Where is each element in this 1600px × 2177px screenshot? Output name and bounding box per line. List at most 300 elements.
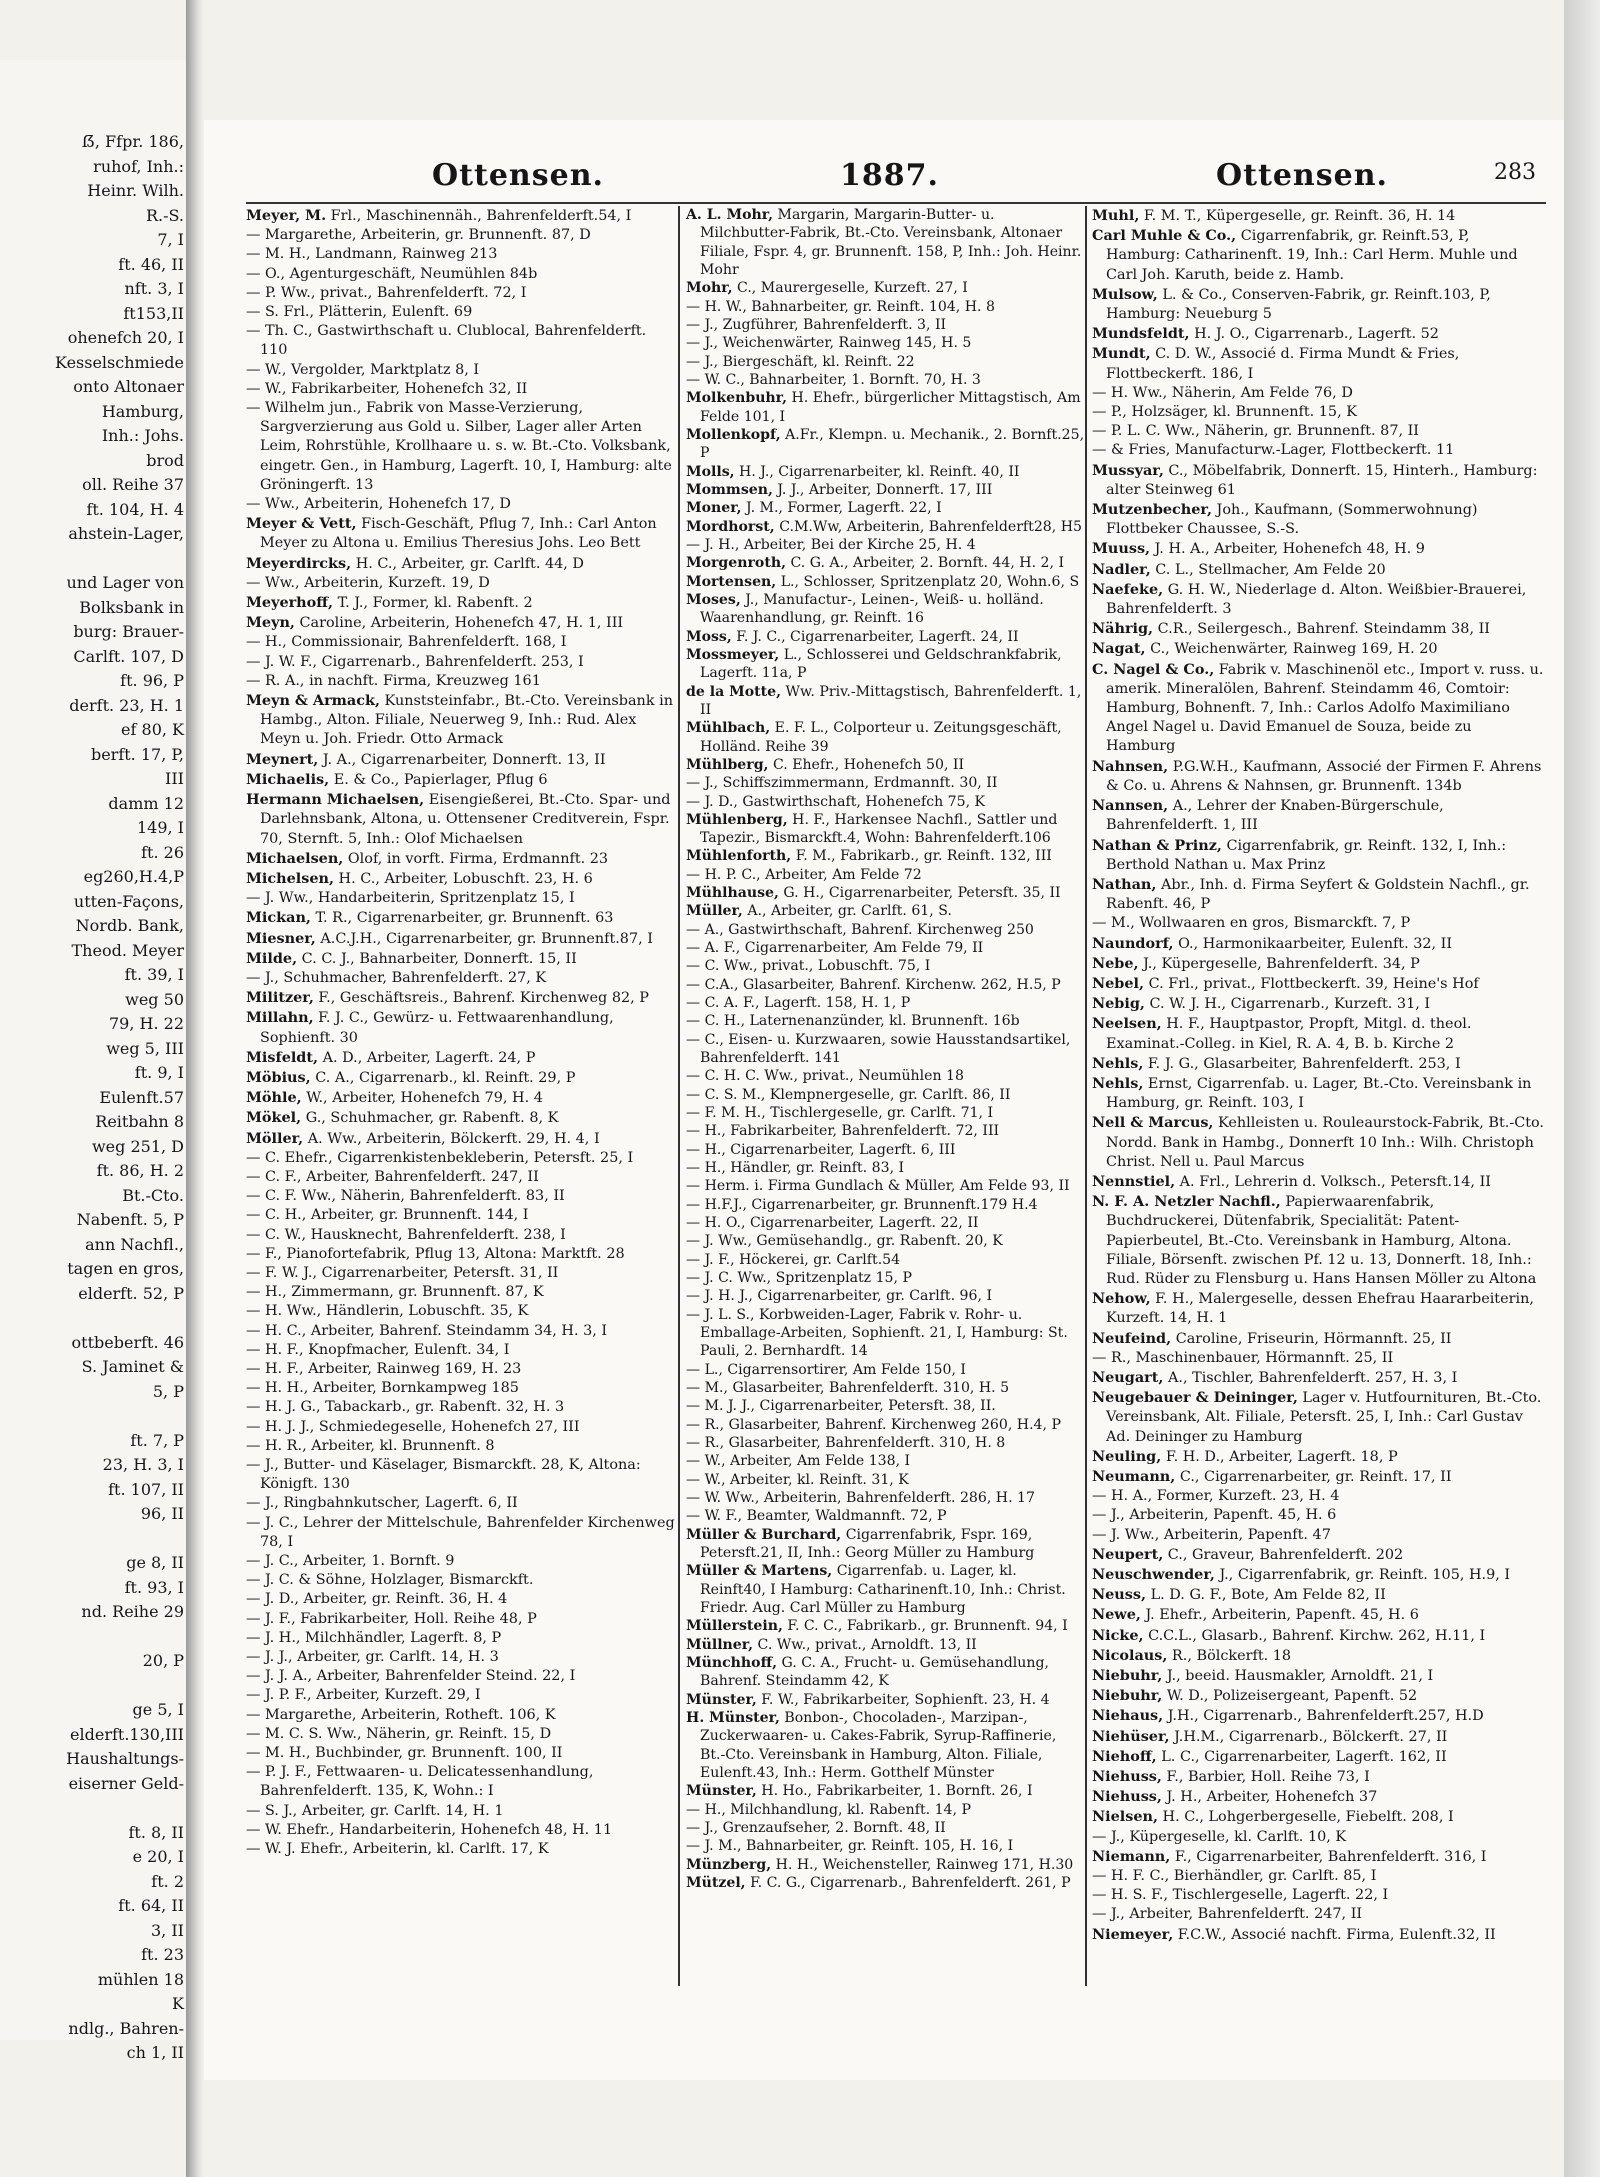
entry-name: Meyerhoff,	[246, 594, 334, 612]
left-page-line: onto Altonaer	[73, 377, 184, 396]
entry-text: — J. P. F., Arbeiter, Kurzeft. 29, I	[246, 1687, 481, 1704]
entry-text: F. J. G., Glasarbeiter, Bahrenfelderft. 253, I	[1143, 1055, 1461, 1072]
directory-entry	[246, 1418, 676, 1437]
entry-text: — J. L. S., Korbweiden-Lager, Fabrik v. Rohr- u. Emballage-Arbeiten, Sophienft. 21, I, Hamburg: St. Pauli, 2. Bernhardft. 14	[686, 1306, 1068, 1360]
entry-text: J., beeid. Hausmakler, Arnoldft. 21, I	[1162, 1668, 1434, 1685]
entry-text: T. R., Cigarrenarbeiter, gr. Brunnenft. 63	[310, 910, 614, 927]
entry-name: Hermann Michaelsen,	[246, 791, 425, 809]
directory-entry	[686, 1397, 1086, 1415]
left-page-line: tagen en gros,	[67, 1259, 184, 1278]
entry-name: Mützel,	[686, 1874, 746, 1891]
directory-entry	[1092, 1807, 1544, 1827]
entry-name: Militzer,	[246, 989, 314, 1007]
directory-entry	[686, 518, 1086, 536]
entry-text: Olof, in vorft. Firma, Erdmannft. 23	[343, 850, 609, 867]
left-page-line: ft. 26	[141, 842, 184, 862]
directory-entry	[1092, 1054, 1544, 1074]
directory-entry	[686, 793, 1086, 811]
directory-entry	[1092, 1925, 1544, 1945]
directory-entry	[686, 389, 1086, 426]
directory-entry	[1092, 1847, 1544, 1867]
directory-entry	[246, 1763, 676, 1801]
entry-name: Nadler,	[1092, 560, 1151, 578]
entry-name: Nährig,	[1092, 620, 1154, 638]
directory-entry	[686, 1801, 1086, 1819]
entry-text: J. H. A., Arbeiter, Hohenefch 48, H. 9	[1150, 541, 1425, 558]
directory-entry	[686, 756, 1086, 774]
directory-entry	[1092, 1686, 1544, 1706]
entry-name: Moner,	[686, 500, 742, 517]
header-rule	[246, 202, 1546, 204]
directory-entry	[686, 811, 1086, 848]
entry-name: Möller,	[246, 1129, 304, 1147]
left-page-fragment	[0, 60, 189, 2062]
entry-text: — W., Vergolder, Marktplatz 8, I	[246, 361, 480, 378]
left-page-line: damm 12	[108, 793, 184, 813]
entry-text: C., Graveur, Bahrenfelderft. 202	[1163, 1546, 1404, 1563]
directory-entry	[686, 1122, 1086, 1140]
directory-entry	[1092, 500, 1544, 539]
left-page-line: mühlen 18	[97, 1969, 184, 1989]
directory-entry	[686, 1287, 1086, 1305]
entry-text: — O., Agenturgeschäft, Neumühlen 84b	[246, 265, 538, 282]
directory-entry	[1092, 1828, 1544, 1847]
left-page-line: weg 251, D	[91, 1136, 184, 1156]
directory-entry	[686, 866, 1086, 884]
directory-entry	[1092, 1626, 1544, 1646]
left-page-line: ft153,II	[123, 303, 184, 323]
directory-entry	[246, 1725, 676, 1744]
entry-text: C. C. J., Bahnarbeiter, Donnerft. 15, II	[297, 950, 577, 967]
directory-entry	[246, 1590, 676, 1609]
directory-entry	[1092, 1646, 1544, 1666]
entry-name: Niehaus,	[1092, 1707, 1164, 1725]
left-page-line: ft. 93, I	[124, 1577, 184, 1597]
entry-text: — J. D., Gastwirthschaft, Hohenefch 75, K	[686, 793, 986, 810]
directory-entry	[246, 653, 676, 672]
entry-text: J. Ehefr., Arbeiterin, Papenft. 45, H. 6	[1140, 1607, 1419, 1624]
directory-entry	[686, 481, 1086, 499]
entry-text: J. H., Arbeiter, Hohenefch 37	[1161, 1789, 1378, 1806]
entry-name: Meyerdircks,	[246, 554, 352, 572]
directory-entry	[686, 1416, 1086, 1434]
directory-entry	[246, 1552, 676, 1571]
directory-entry	[686, 1379, 1086, 1397]
directory-entry	[246, 1840, 676, 1859]
left-page-line: ann Nachfl.,	[85, 1234, 184, 1254]
entry-text: H. H., Weichensteller, Rainweg 171, H.30	[771, 1856, 1074, 1873]
entry-text: — J. F., Höckerei, gr. Carlft.54	[686, 1251, 901, 1268]
directory-entry	[686, 1434, 1086, 1452]
entry-name: Meyer & Vett,	[246, 515, 357, 533]
directory-entry	[246, 672, 676, 691]
directory-entry	[686, 1251, 1086, 1269]
directory-entry	[246, 869, 676, 889]
entry-text: — J. F., Fabrikarbeiter, Holl. Reihe 48, P	[246, 1610, 537, 1627]
directory-entry	[686, 591, 1086, 628]
directory-entry	[246, 1088, 676, 1108]
directory-entry	[246, 265, 676, 284]
entry-text: H. J., Cigarrenarbeiter, kl. Reinft. 40, II	[734, 463, 1020, 480]
directory-entry	[246, 593, 676, 613]
entry-text: G. H. W., Niederlage d. Alton. Weißbier-Brauerei, Bahrenfelderft. 3	[1106, 581, 1527, 618]
entry-name: Michaelis,	[246, 770, 330, 788]
entry-text: J. A., Cigarrenarbeiter, Donnerft. 13, II	[318, 751, 606, 768]
left-page-line: ruhof, Inh.:	[93, 156, 184, 176]
entry-text: Ernst, Cigarrenfab. u. Lager, Bt.-Cto. Vereinsbank in Hamburg, gr. Reinft. 103, I	[1106, 1075, 1532, 1112]
entry-text: — H. R., Arbeiter, kl. Brunnenft. 8	[246, 1437, 495, 1454]
entry-text: C. Ehefr., Hohenefch 50, II	[768, 756, 965, 773]
directory-entry	[1092, 1506, 1544, 1525]
left-page-line: Carlft. 107, D	[73, 646, 184, 666]
directory-entry	[1092, 934, 1544, 954]
entry-text: — C. S. M., Klempnergeselle, gr. Carlft. 86, II	[686, 1086, 1011, 1103]
directory-entry	[246, 1168, 676, 1187]
entry-text: H. J. O., Cigarrenarb., Lagerft. 52	[1189, 326, 1439, 343]
directory-entry	[686, 1837, 1086, 1855]
entry-text: F. M. T., Küpergeselle, gr. Reinft. 36, H. 14	[1139, 208, 1456, 224]
entry-text: Cigarrenfab. u. Lager, kl. Reinft40, I Hamburg: Catharinenft.10, Inh.: Christ. Friedr. Aug. Carl Müller zu Hamburg	[700, 1563, 1066, 1616]
directory-entry	[686, 1562, 1086, 1617]
directory-entry	[246, 284, 676, 303]
entry-text: — C. Ehefr., Cigarrenkistenbekleberin, Petersft. 25, I	[246, 1149, 634, 1166]
directory-entry	[686, 976, 1086, 994]
entry-name: de la Motte,	[686, 683, 782, 700]
left-page-line: 79, H. 22	[108, 1014, 184, 1033]
directory-entry	[686, 1067, 1086, 1085]
column-divider	[678, 206, 680, 1986]
directory-entry	[686, 1489, 1086, 1507]
entry-text: — H., Commissionair, Bahrenfelderft. 168, I	[246, 634, 567, 651]
entry-text: C.R., Seilergesch., Bahrenf. Steindamm 38, II	[1153, 621, 1490, 638]
left-page-line: 23, H. 3, I	[102, 1455, 184, 1474]
entry-text: — W., Fabrikarbeiter, Hohenefch 32, II	[246, 380, 528, 397]
directory-entry	[1092, 1074, 1544, 1113]
entry-text: — H., Milchhandlung, kl. Rabenft. 14, P	[686, 1801, 971, 1818]
entry-name: Möhle,	[246, 1089, 302, 1107]
entry-text: — H., Zimmermann, gr. Brunnenft. 87, K	[246, 1284, 544, 1301]
left-page-line: Heinr. Wilh.	[87, 181, 184, 200]
left-page-line: e 20, I	[132, 1847, 184, 1866]
left-page-line: 3, II	[151, 1920, 184, 1940]
directory-entry	[246, 574, 676, 593]
entry-text: — S. J., Arbeiter, gr. Carlft. 14, H. 1	[246, 1802, 504, 1819]
entry-name: Misfeldt,	[246, 1048, 319, 1066]
entry-text: — J., Grenzaufseher, 2. Bornft. 48, II	[686, 1819, 946, 1836]
directory-entry	[1092, 619, 1544, 639]
directory-entry	[1092, 1787, 1544, 1807]
left-page-line: 5, P	[152, 1381, 184, 1401]
entry-name: Molkenbuhr,	[686, 390, 787, 407]
directory-entry	[246, 1264, 676, 1283]
directory-entry	[246, 226, 676, 245]
entry-text: — C., Eisen- u. Kurzwaaren, sowie Hausstandsartikel, Bahrenfelderft. 141	[686, 1031, 1071, 1067]
left-page-line: ft. 107, II	[108, 1479, 184, 1499]
column-1	[246, 206, 676, 1986]
directory-entry	[686, 683, 1086, 720]
entry-name: Mollenkopf,	[686, 426, 781, 443]
entry-text: T. J., Former, kl. Rabenft. 2	[333, 595, 533, 612]
directory-entry	[686, 1361, 1086, 1379]
directory-entry	[686, 353, 1086, 371]
entry-name: N. F. A. Netzler Nachfl.,	[1092, 1193, 1281, 1211]
left-page-line: R.-S.	[145, 205, 184, 225]
directory-entry	[686, 1086, 1086, 1104]
entry-name: Nebe,	[1092, 954, 1139, 972]
entry-text: Ww. Priv.-Mittagstisch, Bahrenfelderft. 1, II	[700, 683, 1082, 718]
entry-text: — J., Arbeiterin, Papenft. 45, H. 6	[1092, 1507, 1337, 1524]
entry-text: — H. P. C., Arbeiter, Am Felde 72	[686, 866, 922, 883]
entry-name: Möbius,	[246, 1068, 311, 1086]
entry-name: Mühlenforth,	[686, 848, 792, 865]
directory-entry	[1092, 1605, 1544, 1625]
entry-text: F., Geschäftsreis., Bahrenf. Kirchenweg 82, P	[313, 990, 649, 1007]
entry-name: Mossmeyer,	[686, 646, 780, 663]
directory-entry	[246, 1398, 676, 1417]
entry-text: Caroline, Friseurin, Hörmannft. 25, II	[1171, 1330, 1452, 1347]
directory-entry	[1092, 875, 1544, 914]
directory-entry	[246, 1437, 676, 1456]
entry-name: Moses,	[686, 591, 741, 608]
directory-entry	[686, 1141, 1086, 1159]
entry-name: Mökel,	[246, 1109, 302, 1127]
directory-entry	[686, 994, 1086, 1012]
entry-text: — Margarethe, Arbeiterin, Rotheft. 106, K	[246, 1706, 556, 1723]
directory-entry	[246, 554, 676, 574]
entry-name: Münster,	[686, 1783, 757, 1800]
entry-name: Mordhorst,	[686, 518, 775, 535]
left-page-line: Bt.-Cto.	[122, 1185, 184, 1205]
directory-entry	[246, 1629, 676, 1648]
directory-entry	[686, 536, 1086, 554]
directory-entry	[1092, 1014, 1544, 1053]
entry-text: R., Bölckerft. 18	[1167, 1647, 1292, 1664]
entry-text: A. D., Arbeiter, Lagerft. 24, P	[318, 1049, 536, 1066]
entry-text: L., Schlosser, Spritzenplatz 20, Wohn.6, S	[776, 573, 1080, 590]
directory-entry	[686, 573, 1086, 591]
directory-entry	[246, 770, 676, 790]
directory-entry	[686, 1159, 1086, 1177]
left-page-line: Bolksbank in	[79, 597, 184, 617]
entry-text: Joh., Kaufmann, (Sommerwohnung) Flottbeker Chaussee, S.-S.	[1106, 502, 1478, 538]
entry-name: Nell & Marcus,	[1092, 1114, 1214, 1132]
directory-entry	[246, 1341, 676, 1360]
directory-entry	[686, 463, 1086, 481]
directory-entry	[686, 1526, 1086, 1563]
directory-entry	[686, 334, 1086, 352]
entry-name: Mundt,	[1092, 345, 1151, 363]
entry-text: — Ww., Arbeiterin, Kurzeft. 19, D	[246, 574, 490, 591]
entry-text: H. C., Lohgerbergeselle, Fiebelft. 208, I	[1157, 1809, 1454, 1826]
directory-entry	[246, 1456, 676, 1494]
entry-text: C. L., Stellmacher, Am Felde 20	[1150, 561, 1386, 578]
entry-text: — H. W., Bahnarbeiter, gr. Reinft. 104, H. 8	[686, 298, 995, 315]
entry-text: A. Ww., Arbeiterin, Bölckerft. 29, H. 4, I	[303, 1130, 600, 1147]
directory-entry	[686, 1856, 1086, 1874]
entry-text: — C. Ww., privat., Lobuschft. 75, I	[686, 958, 931, 975]
entry-text: — J. H. J., Cigarrenarbeiter, gr. Carlft. 96, I	[686, 1288, 993, 1305]
entry-text: A., Tischler, Bahrenfelderft. 257, H. 3, I	[1163, 1369, 1458, 1386]
left-page-line: ottbeberft. 46	[71, 1332, 184, 1352]
left-page-line: Eulenft.57	[99, 1087, 184, 1107]
entry-text: G. H., Cigarrenarbeiter, Petersft. 35, II	[778, 885, 1061, 902]
directory-entry	[1092, 836, 1544, 875]
entry-text: — C. H., Laternenanzünder, kl. Brunnenft. 16b	[686, 1013, 1020, 1030]
left-page-line: und Lager von	[66, 573, 184, 592]
entry-name: Münster,	[686, 1691, 757, 1708]
entry-text: H. Ho., Fabrikarbeiter, 1. Bornft. 26, I	[756, 1783, 1033, 1800]
entry-name: Mussyar,	[1092, 461, 1164, 479]
directory-entry	[1092, 954, 1544, 974]
entry-text: — H. F. C., Bierhändler, gr. Carlft. 85, I	[1092, 1868, 1377, 1885]
entry-text: F. C. C., Fabrikarb., gr. Brunnenft. 94, I	[782, 1618, 1068, 1635]
entry-text: — J. C., Arbeiter, 1. Bornft. 9	[246, 1553, 455, 1570]
entry-text: — L., Cigarrensortirer, Am Felde 150, I	[686, 1361, 966, 1378]
directory-entry	[246, 1802, 676, 1821]
entry-text: — J., Zugführer, Bahrenfelderft. 3, II	[686, 316, 947, 333]
entry-name: H. Münster,	[686, 1709, 780, 1726]
left-page-line: Nordb. Bank,	[75, 916, 184, 935]
entry-name: A. L. Mohr,	[686, 207, 774, 223]
entry-text: — M. C. S. Ww., Näherin, gr. Reinft. 15, D	[246, 1725, 552, 1742]
entry-text: F., Cigarrenarbeiter, Bahrenfelderft. 316, I	[1170, 1848, 1487, 1865]
directory-entry	[246, 988, 676, 1008]
directory-entry	[246, 1667, 676, 1686]
entry-name: Münchhoff,	[686, 1654, 778, 1671]
directory-entry	[686, 1269, 1086, 1287]
entry-text: — H.F.J., Cigarrenarbeiter, gr. Brunnenft.179 H.4	[686, 1196, 1038, 1213]
entry-text: Cigarrenfabrik, Fspr. 169, Petersft.21, II, Inh.: Georg Müller zu Hamburg	[700, 1526, 1035, 1561]
left-page-line: Nabenft. 5, P	[76, 1210, 184, 1229]
entry-text: — J. C. & Söhne, Holzlager, Bismarckft.	[246, 1572, 534, 1589]
entry-text: Fisch-Geschäft, Pflug 7, Inh.: Carl Anton Meyer zu Altona u. Emilius Theresius Johs. Leo Bett	[260, 516, 657, 552]
entry-text: — F. M. H., Tischlergeselle, gr. Carlft. 71, I	[686, 1105, 994, 1122]
directory-entry	[246, 1226, 676, 1245]
entry-text: — H. H., Arbeiter, Bornkampweg 185	[246, 1380, 519, 1397]
entry-name: Nahnsen,	[1092, 757, 1169, 775]
entry-text: A.C.J.H., Cigarrenarbeiter, gr. Brunnenft.87, I	[315, 930, 653, 947]
directory-entry	[246, 1360, 676, 1379]
entry-text: E. F. L., Colporteur u. Zeitungsgeschäft, Holländ. Reihe 39	[700, 720, 1062, 755]
directory-entry	[686, 1452, 1086, 1470]
entry-name: Mortensen,	[686, 573, 777, 590]
entry-text: — J. C. Ww., Spritzenplatz 15, P	[686, 1270, 912, 1287]
entry-text: — & Fries, Manufacturw.-Lager, Flottbeckerft. 11	[1092, 442, 1455, 459]
directory-entry	[1092, 422, 1544, 441]
entry-name: Mundsfeldt,	[1092, 325, 1190, 343]
directory-entry	[686, 1636, 1086, 1654]
entry-text: — H., Fabrikarbeiter, Bahrenfelderft. 72, III	[686, 1123, 1000, 1140]
entry-text: — M., Wollwaaren en gros, Bismarckft. 7, P	[1092, 915, 1411, 932]
directory-entry	[686, 371, 1086, 389]
entry-text: — C. F. Ww., Näherin, Bahrenfelderft. 83, II	[246, 1188, 565, 1205]
entry-text: G., Schuhmacher, gr. Rabenft. 8, K	[301, 1110, 559, 1127]
directory-entry	[246, 1302, 676, 1321]
entry-text: — C. H., Arbeiter, gr. Brunnenft. 144, I	[246, 1207, 529, 1224]
directory-entry	[1092, 580, 1544, 619]
entry-name: Nehow,	[1092, 1290, 1151, 1308]
entry-text: — W. Ehefr., Handarbeiterin, Hohenefch 48, H. 11	[246, 1821, 613, 1838]
directory-entry	[686, 628, 1086, 646]
left-page-line: ft. 104, H. 4	[86, 499, 184, 519]
directory-entry	[1092, 1706, 1544, 1726]
entry-text: — W. F., Beamter, Waldmannft. 72, P	[686, 1508, 947, 1525]
directory-entry	[686, 719, 1086, 756]
directory-entry	[246, 1129, 676, 1149]
directory-entry	[686, 1012, 1086, 1030]
left-page-line: 20, P	[142, 1651, 184, 1670]
entry-text: H. F., Hauptpastor, Propft, Mitgl. d. theol. Examinat.-Colleg. in Kiel, R. A. 4, B. b. Kirche 2	[1106, 1016, 1472, 1052]
entry-text: — C. W., Hausknecht, Bahrenfelderft. 238, I	[246, 1226, 566, 1243]
entry-text: F. W., Fabrikarbeiter, Sophienft. 23, H. 4	[756, 1691, 1050, 1708]
entry-text: — R., Glasarbeiter, Bahrenfelderft. 310, H. 8	[686, 1434, 1006, 1451]
entry-text: — J., Biergeschäft, kl. Reinft. 22	[686, 353, 915, 370]
entry-name: Mühlhause,	[686, 885, 779, 902]
directory-entry	[246, 969, 676, 988]
directory-entry	[686, 316, 1086, 334]
directory-entry	[246, 1206, 676, 1225]
entry-name: Mühlenberg,	[686, 811, 788, 828]
entry-text: L. & Co., Conserven-Fabrik, gr. Reinft.103, P, Hamburg: Neueburg 5	[1106, 286, 1491, 323]
entry-name: Nebig,	[1092, 995, 1145, 1013]
left-page-line: Inh.: Johs.	[101, 426, 184, 445]
directory-entry	[246, 1571, 676, 1590]
book-gutter	[186, 0, 204, 2177]
entry-name: Mühlberg,	[686, 756, 769, 773]
directory-entry	[686, 1104, 1086, 1122]
entry-name: Nehls,	[1092, 1074, 1144, 1092]
entry-text: — H. F., Arbeiter, Rainweg 169, H. 23	[246, 1360, 522, 1377]
column-2	[686, 206, 1086, 1986]
entry-text: — H. O., Cigarrenarbeiter, Lagerft. 22, II	[686, 1215, 979, 1232]
entry-text: — J., Schiffszimmermann, Erdmannft. 30, II	[686, 775, 998, 792]
entry-name: Nielsen,	[1092, 1808, 1158, 1826]
entry-text: — H. J. J., Schmiedegeselle, Hohenefch 27, III	[246, 1418, 580, 1435]
entry-text: Lager v. Hutfournituren, Bt.-Cto. Vereinsbank, Alt. Filiale, Petersft. 25, I, Inh.: Carl Gustav Ad. Deininger zu Hamburg	[1106, 1390, 1542, 1445]
entry-text: C.C.L., Glasarb., Bahrenf. Kirchw. 262, H.11, I	[1143, 1627, 1486, 1644]
directory-entry	[1092, 441, 1544, 460]
directory-entry	[246, 790, 676, 849]
entry-name: Meyn & Armack,	[246, 692, 380, 710]
entry-text: — J. J., Arbeiter, gr. Carlft. 14, H. 3	[246, 1649, 499, 1666]
entry-text: — P. L. C. Ww., Näherin, gr. Brunnenft. 87, II	[1092, 423, 1419, 440]
entry-name: Niemeyer,	[1092, 1925, 1174, 1943]
entry-text: — J. Ww., Handarbeiterin, Spritzenplatz 15, I	[246, 890, 575, 907]
entry-text: — R., Glasarbeiter, Bahrenf. Kirchenweg 260, H.4, P	[686, 1416, 1061, 1433]
entry-text: A. Frl., Lehrerin d. Volksch., Petersft.14, II	[1175, 1173, 1491, 1190]
left-page-line: Hamburg,	[101, 401, 184, 421]
entry-name: Miesner,	[246, 929, 316, 947]
directory-entry	[1092, 1767, 1544, 1787]
left-page-line: nft. 3, I	[124, 279, 184, 298]
entry-text: Cigarrenfabrik, gr. Reinft. 132, I, Inh.: Berthold Nathan u. Max Prinz	[1106, 837, 1507, 873]
directory-entry	[686, 1691, 1086, 1709]
entry-text: F. M., Fabrikarb., gr. Reinft. 132, III	[791, 848, 1052, 865]
directory-entry	[1092, 1747, 1544, 1767]
directory-entry	[686, 1232, 1086, 1250]
entry-text: — H. A., Former, Kurzeft. 23, H. 4	[1092, 1488, 1340, 1505]
directory-entry	[686, 957, 1086, 975]
entry-text: C. Ww., privat., Arnoldft. 13, II	[753, 1636, 977, 1653]
directory-entry	[686, 1654, 1086, 1691]
entry-text: C., Weichenwärter, Rainweg 169, H. 20	[1145, 641, 1438, 658]
entry-text: — J. W. F., Cigarrenarb., Bahrenfelderft. 253, I	[246, 653, 584, 670]
entry-text: — M., Glasarbeiter, Bahrenfelderft. 310, H. 5	[686, 1380, 1010, 1396]
left-page-line: elderft. 52, P	[78, 1283, 184, 1303]
directory-entry	[686, 1507, 1086, 1525]
entry-name: Michelsen,	[246, 869, 334, 887]
entry-text: F. C. G., Cigarrenarb., Bahrenfelderft. 261, P	[745, 1874, 1071, 1891]
